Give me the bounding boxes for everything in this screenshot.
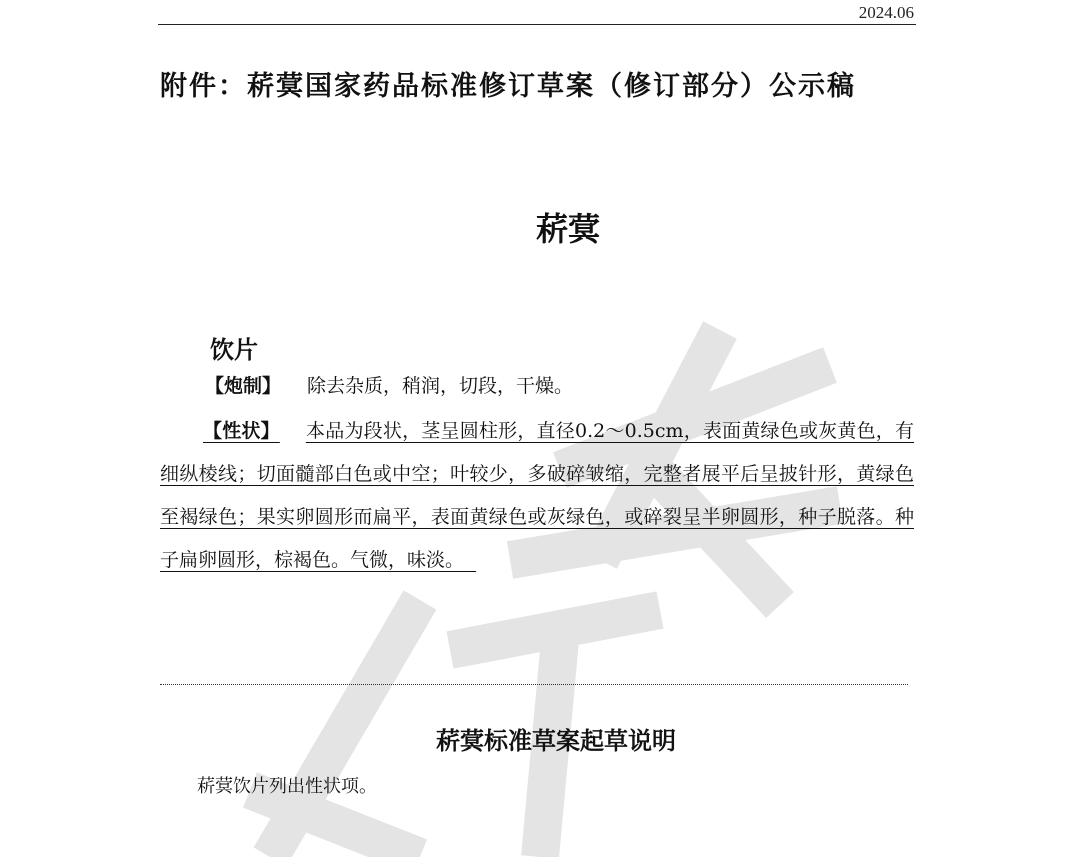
header-rule <box>158 24 916 25</box>
characteristics-tag: 【性状】 <box>203 420 280 442</box>
header-date: 2024.06 <box>858 3 914 22</box>
dotted-divider <box>160 684 908 685</box>
processing-text: 除去杂质，稍润，切段，干燥。 <box>307 375 574 397</box>
drafting-note-title: 菥蓂标准草案起草说明 <box>436 727 676 755</box>
attachment-title: 附件：菥蓂国家药品标准修订草案（修订部分）公示稿 <box>160 71 856 102</box>
processing-tag: 【炮制】 <box>205 375 282 397</box>
drug-name-title: 菥蓂 <box>535 210 600 248</box>
drafting-note-body: 菥蓂饮片列出性状项。 <box>197 776 377 797</box>
characteristics-text: 本品为段状，茎呈圆柱形，直径0.2～0.5cm，表面黄绿色或灰黄色，有细纵棱线；切面髓部白色或中空；叶较少，多破碎皱缩，完整者展平后呈披针形，黄绿色至褐绿色；果实卵圆形而扁平，表面黄绿色或灰绿色，或碎裂呈半卵圆形，种子脱落。种子扁卵圆形，棕褐色。气微，味淡。 <box>160 420 914 571</box>
section-heading: 饮片 <box>210 336 258 364</box>
characteristics-paragraph <box>160 410 914 582</box>
processing-line <box>205 371 573 398</box>
